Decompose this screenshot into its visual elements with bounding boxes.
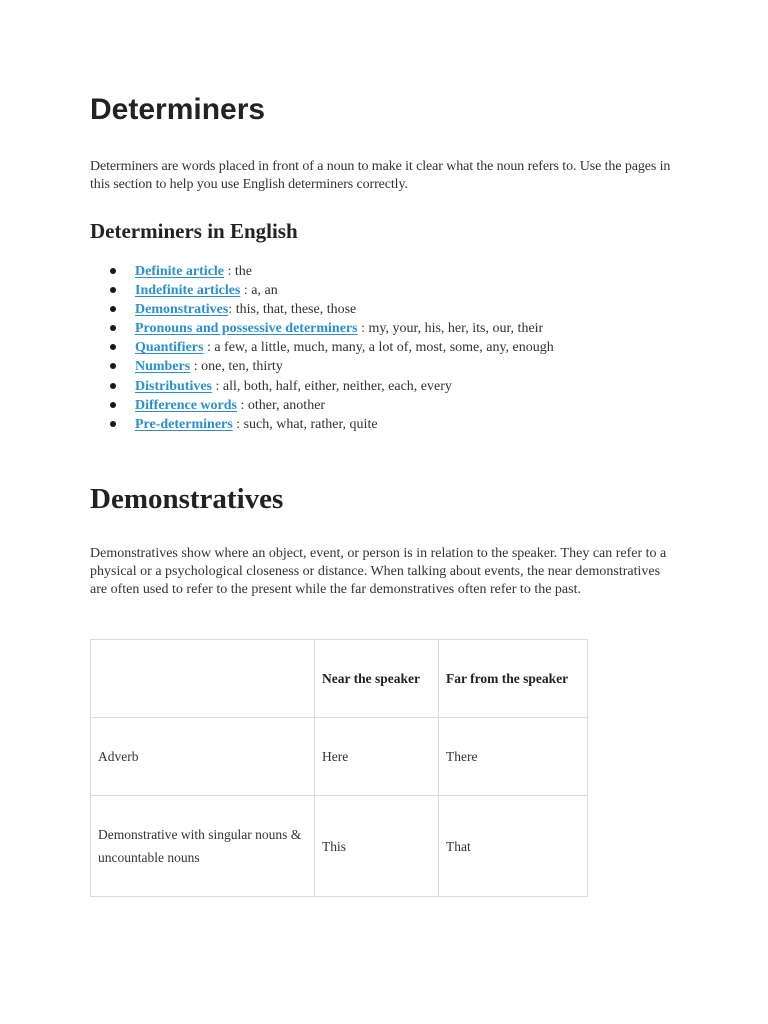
list-separator: : — [212, 378, 223, 394]
table-header-cell — [91, 640, 315, 718]
table-header-row — [91, 640, 588, 718]
list-examples: all, both, half, either, neither, each, every — [222, 378, 452, 394]
list-item — [90, 262, 554, 281]
link-numbers[interactable]: Numbers — [135, 359, 191, 375]
list-item — [90, 281, 554, 300]
list-examples: one, ten, thirty — [201, 359, 283, 375]
table-cell: That — [439, 796, 588, 897]
table-header-cell: Far from the speaker — [439, 640, 588, 718]
bullet-icon — [110, 402, 116, 408]
list-examples: such, what, rather, quite — [243, 416, 378, 432]
table-header-cell: Near the speaker — [315, 640, 439, 718]
link-definite-article[interactable]: Definite article — [135, 264, 225, 279]
list-separator: : — [224, 264, 235, 279]
section-heading: Determiners in English — [90, 219, 298, 243]
list-separator: : — [203, 340, 215, 356]
list-item — [90, 300, 554, 319]
table-cell: This — [315, 796, 439, 897]
bullet-icon — [110, 268, 116, 274]
list-separator: : — [240, 283, 252, 299]
bullet-icon — [110, 325, 116, 331]
list-separator: : — [237, 397, 248, 413]
list-item — [90, 357, 554, 376]
bullet-icon — [110, 287, 116, 293]
table-cell: Demonstrative with singular nouns & uncountable nouns — [91, 796, 315, 897]
link-quantifiers[interactable]: Quantifiers — [135, 340, 204, 356]
table-row — [91, 796, 588, 897]
intro-paragraph: Determiners are words placed in front of a noun to make it clear what the noun refers to. Use the pages in this section to help you use English determiners correctly. — [90, 159, 671, 192]
bullet-icon — [110, 306, 116, 312]
list-separator: : — [357, 321, 369, 337]
table-cell: Here — [315, 718, 439, 796]
list-examples: other, another — [247, 397, 326, 413]
list-item — [90, 377, 554, 396]
determiner-list — [90, 262, 554, 434]
link-difference-words[interactable]: Difference words — [135, 397, 237, 413]
bullet-icon — [110, 363, 116, 369]
link-pronouns-possessive[interactable]: Pronouns and possessive determiners — [135, 321, 358, 337]
list-examples: this, that, these, those — [235, 302, 357, 318]
link-distributives[interactable]: Distributives — [135, 378, 212, 394]
bullet-icon — [110, 383, 116, 389]
list-examples: my, your, his, her, its, our, their — [368, 321, 544, 337]
link-pre-determiners[interactable]: Pre-determiners — [135, 416, 233, 432]
list-separator: : — [232, 416, 244, 432]
table-cell: Adverb — [91, 718, 315, 796]
list-examples: the — [234, 264, 253, 279]
demonstratives-paragraph: Demonstratives show where an object, event, or person is in relation to the speaker. They can refer to a physical or a psychological closeness or distance. When talking about events, the near demonstratives are often used to refer to the present while the far demonstratives often refer to the past. — [90, 546, 667, 597]
list-separator: : — [228, 302, 236, 318]
link-demonstratives[interactable]: Demonstratives — [135, 302, 229, 318]
list-item — [90, 396, 554, 415]
link-indefinite-articles[interactable]: Indefinite articles — [135, 283, 241, 299]
list-examples: a, an — [251, 283, 278, 299]
bullet-icon — [110, 344, 116, 350]
list-item — [90, 319, 554, 338]
bullet-icon — [110, 421, 116, 427]
table-cell: There — [439, 718, 588, 796]
table-row — [91, 718, 588, 796]
list-examples: a few, a little, much, many, a lot of, most, some, any, enough — [214, 340, 554, 356]
demonstratives-heading: Demonstratives — [90, 483, 284, 515]
list-item — [90, 415, 554, 434]
list-separator: : — [190, 359, 202, 375]
demonstratives-table — [90, 639, 588, 897]
page-title: Determiners — [90, 93, 266, 126]
list-item — [90, 338, 554, 357]
